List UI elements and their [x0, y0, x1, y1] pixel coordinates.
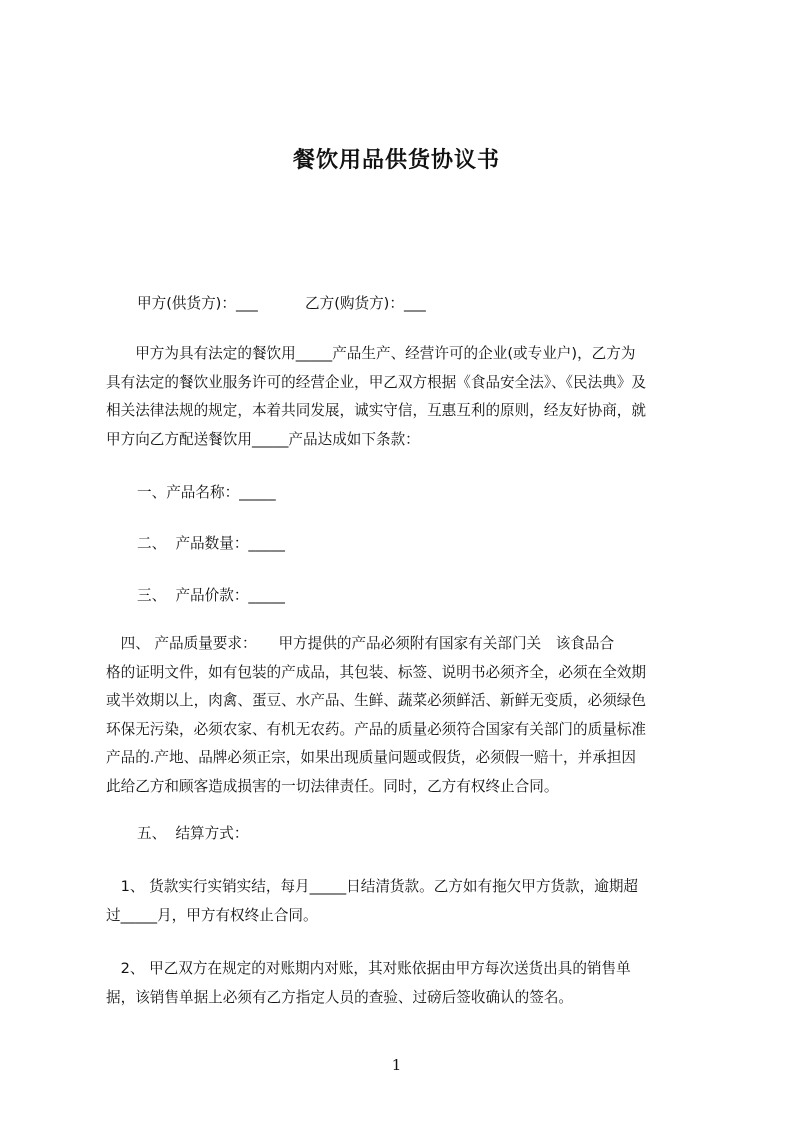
intro-line: 相关法律法规的规定，本着共同发展，诚实守信，互惠互利的原则，经友好协商，就: [106, 402, 646, 419]
clause-settlement-heading: 五、 结算方式：: [137, 825, 249, 842]
quality-line: 环保无污染，必须农家、有机无农药。产品的质量必须符合国家有关部门的质量标准: [106, 720, 646, 738]
party-b-label: 乙方(购货方)：___: [305, 295, 426, 312]
quality-line: 产品的.产地、品牌必须正宗，如果出现质量问题或假货，必须假一赔十，并承担因: [106, 749, 637, 766]
settlement-line: 过_____月，甲方有权终止合同。: [106, 906, 318, 924]
settlement-paragraph-2: [106, 955, 698, 1012]
intro-line: 甲方向乙方配送餐饮用_____产品达成如下条款：: [106, 430, 420, 448]
settlement-line: 1、 货款实行实销实结，每月_____日结清货款。乙方如有拖欠甲方货款，逾期超: [106, 878, 639, 895]
party-a-label: 甲方(供货方)：___: [137, 295, 258, 312]
quality-line: 或半效期以上，肉禽、蛋豆、水产品、生鲜、蔬菜必须鲜活、新鲜无变质，必须绿色: [106, 692, 646, 709]
settlement-paragraph-1: [106, 873, 698, 930]
intro-paragraph: [106, 340, 698, 454]
quality-line: 四、 产品质量要求： 甲方提供的产品必须附有国家有关部门关 该食品合: [106, 635, 615, 652]
settlement-line: 据，该销售单据上必须有乙方指定人员的查验、过磅后签收确认的签名。: [106, 988, 574, 1006]
quality-line: 此给乙方和顾客造成损害的一切法律责任。同时，乙方有权终止合同。: [106, 777, 559, 795]
settlement-line: 2、 甲乙双方在规定的对账期内对账，其对账依据由甲方每次送货出具的销售单: [106, 960, 631, 977]
quality-line: 格的证明文件，如有包装的产成品，其包装、标签、说明书必须齐全，必须在全效期: [106, 663, 646, 681]
intro-line: 具有法定的餐饮业服务许可的经营企业，甲乙双方根据《食品安全法》、《民法典》及: [106, 373, 646, 391]
page-number: 1: [391, 1056, 402, 1074]
document-title: 餐饮用品供货协议书: [292, 148, 500, 173]
intro-line: 甲方为具有法定的餐饮用_____产品生产、经营许可的企业(或专业户)，乙方为: [106, 345, 636, 362]
clause-product-quantity: 二、 产品数量：_____: [137, 535, 285, 552]
quality-paragraph: [106, 630, 698, 801]
clause-product-name: 一、产品名称：_____: [137, 484, 276, 501]
clause-product-price: 三、 产品价款：_____: [137, 587, 285, 604]
